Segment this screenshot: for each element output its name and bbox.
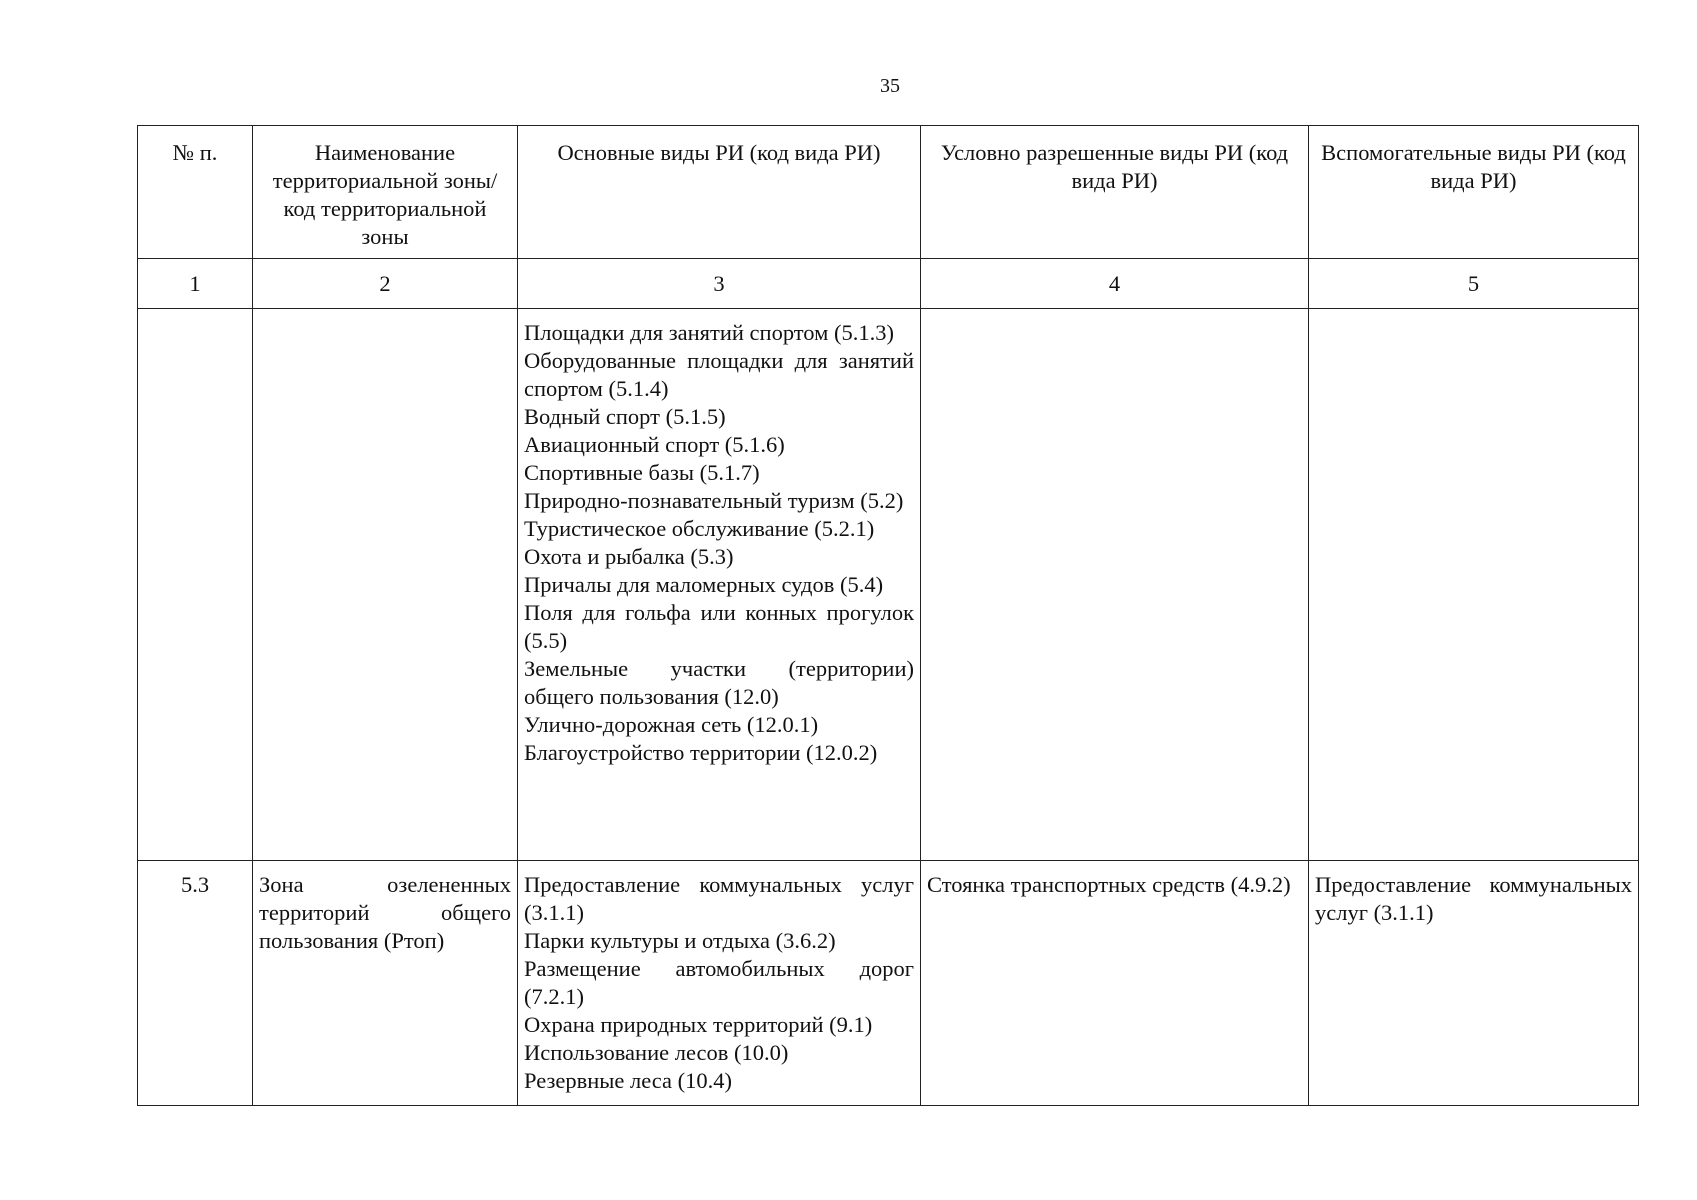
column-number: 4	[921, 259, 1309, 309]
use-item: Поля для гольфа или конных прогулок (5.5)	[524, 600, 914, 653]
column-number: 1	[138, 259, 253, 309]
use-item: Стоянка транспортных средств (4.9.2)	[927, 872, 1291, 897]
row-num-cell: 5.3	[138, 861, 253, 1106]
use-item: Парки культуры и отдыха (3.6.2)	[524, 928, 836, 953]
use-list	[927, 871, 1302, 899]
auxiliary-uses-cell	[1309, 309, 1639, 861]
use-item: Благоустройство территории (12.0.2)	[524, 740, 878, 765]
use-item: Резервные леса (10.4)	[524, 1068, 733, 1093]
use-item: Охота и рыбалка (5.3)	[524, 544, 734, 569]
zone-name-cell	[253, 309, 518, 861]
main-uses-cell	[518, 309, 921, 861]
use-item: Использование лесов (10.0)	[524, 1040, 789, 1065]
use-item: Спортивные базы (5.1.7)	[524, 460, 760, 485]
conditional-uses-cell	[921, 861, 1309, 1106]
use-item: Водный спорт (5.1.5)	[524, 404, 726, 429]
use-item: Улично-дорожная сеть (12.0.1)	[524, 712, 819, 737]
use-item: Площадки для занятий спортом (5.1.3)	[524, 320, 894, 345]
use-item: Природно-познавательный туризм (5.2)	[524, 488, 904, 513]
table-row	[138, 309, 1639, 861]
header-main-uses: Основные виды РИ (код вида РИ)	[518, 126, 921, 259]
zone-name-text: Зона озелененных территорий общего пользования (Ртоп)	[259, 872, 511, 953]
use-list	[1315, 871, 1632, 927]
use-list	[524, 319, 914, 767]
use-item: Предоставление коммунальных услуг (3.1.1)	[524, 872, 914, 925]
use-item: Туристическое обслуживание (5.2.1)	[524, 516, 875, 541]
zoning-regulations-table	[137, 125, 1639, 1106]
conditional-uses-cell	[921, 309, 1309, 861]
table-row	[138, 861, 1639, 1106]
use-item: Размещение автомобильных дорог (7.2.1)	[524, 956, 914, 1009]
column-number: 2	[253, 259, 518, 309]
use-item: Авиационный спорт (5.1.6)	[524, 432, 785, 457]
row-num-cell	[138, 309, 253, 861]
header-conditional-uses: Условно разрешенные виды РИ (код вида РИ)	[921, 126, 1309, 259]
column-number: 5	[1309, 259, 1639, 309]
main-uses-cell	[518, 861, 921, 1106]
use-item: Оборудованные площадки для занятий спортом (5.1.4)	[524, 348, 914, 401]
use-item: Причалы для маломерных судов (5.4)	[524, 572, 884, 597]
use-list	[524, 871, 914, 1095]
header-zone-name: Наименование территориальной зоны/код территориальной зоны	[253, 126, 518, 259]
column-number-row	[138, 259, 1639, 309]
header-auxiliary-uses: Вспомогательные виды РИ (код вида РИ)	[1309, 126, 1639, 259]
use-item: Предоставление коммунальных услуг (3.1.1)	[1315, 872, 1632, 925]
zone-name-cell	[253, 861, 518, 1106]
column-number: 3	[518, 259, 921, 309]
use-item: Охрана природных территорий (9.1)	[524, 1012, 873, 1037]
table-header-row	[138, 126, 1639, 259]
header-num: № п.	[138, 126, 253, 259]
page-number: 35	[880, 75, 900, 97]
auxiliary-uses-cell	[1309, 861, 1639, 1106]
use-item: Земельные участки (территории) общего пользования (12.0)	[524, 656, 914, 709]
